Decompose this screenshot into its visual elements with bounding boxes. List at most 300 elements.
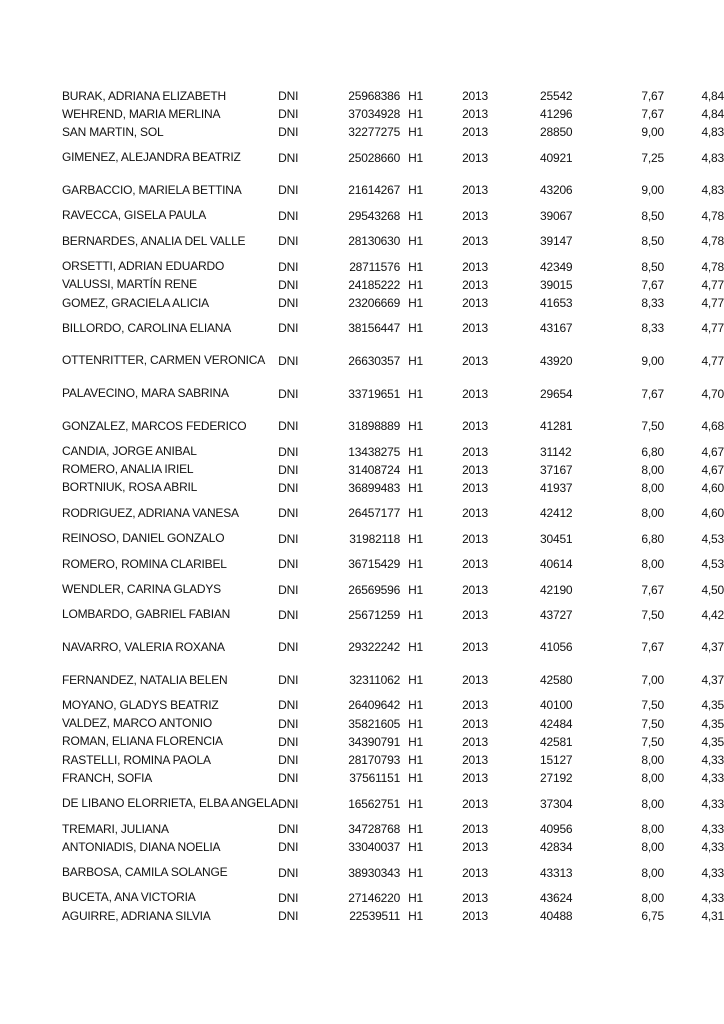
person-name: WEHREND, MARIA MERLINA [62,106,221,121]
table-row [62,769,724,787]
sede-code: H1 [408,582,424,597]
record-code: 31142 [540,444,572,459]
score-average: 7,00 [641,673,664,688]
table-row [62,820,724,838]
score-average: 7,67 [641,640,664,655]
score-final: 4,33 [701,890,724,905]
record-code: 41653 [540,296,573,310]
person-name: GONZALEZ, MARCOS FEDERICO [62,418,247,433]
document-number: 31408724 [348,462,401,477]
score-final: 4,67 [701,444,724,459]
table-row [62,442,724,460]
table-row [62,787,724,820]
score-average: 9,00 [641,183,664,198]
record-code: 15127 [540,753,573,768]
document-number: 38156447 [348,321,401,336]
sede-code: H1 [408,673,424,688]
year: 2013 [462,582,488,597]
score-average: 8,00 [641,840,664,855]
record-code: 41281 [540,419,573,434]
sede-code: H1 [408,444,424,459]
score-average: 8,50 [641,234,664,249]
score-final: 4,33 [701,865,724,880]
person-name: BARBOSA, CAMILA SOLANGE [62,865,228,880]
sede-code: H1 [408,734,424,749]
document-number: 32311062 [349,673,401,688]
score-average: 8,00 [641,506,664,521]
document-type: DNI [278,734,299,749]
sede-code: H1 [408,125,424,140]
record-code: 25542 [540,89,573,104]
sede-code: H1 [408,321,424,336]
document-number: 34728768 [348,822,401,836]
table-row [62,258,724,276]
sede-code: H1 [408,277,424,292]
score-final: 4,33 [701,771,724,786]
roster-table [62,87,724,925]
document-type: DNI [278,865,299,880]
sede-code: H1 [408,234,424,249]
table-row [62,733,724,751]
sede-code: H1 [408,89,424,104]
table-row [62,751,724,769]
document-type: DNI [278,607,299,622]
score-final: 4,50 [701,582,724,597]
document-type: DNI [278,673,299,688]
year: 2013 [462,353,488,368]
score-final: 4,53 [701,531,724,546]
document-type: DNI [278,890,299,905]
table-row [62,312,724,345]
person-name: FERNANDEZ, NATALIA BELEN [62,672,228,687]
sede-code: H1 [408,208,424,223]
document-number: 26457177 [348,506,401,521]
sede-code: H1 [408,480,424,495]
sede-code: H1 [408,259,424,274]
person-name: GIMENEZ, ALEJANDRA BEATRIZ [62,150,241,165]
record-code: 41937 [540,480,573,495]
document-type: DNI [278,125,299,140]
score-average: 9,00 [641,125,664,140]
sede-code: H1 [408,150,424,165]
table-row [62,345,724,378]
document-type: DNI [278,183,299,198]
person-name: RAVECCA, GISELA PAULA [62,208,207,223]
document-number: 26630357 [348,353,401,368]
person-name: ROMERO, ANALIA IRIEL [62,462,194,477]
year: 2013 [462,607,488,622]
sede-code: H1 [408,822,424,836]
sede-code: H1 [408,296,424,310]
year: 2013 [462,716,488,731]
record-code: 28850 [540,125,573,140]
document-type: DNI [278,582,299,597]
table-row [62,225,724,258]
document-type: DNI [278,771,299,786]
score-average: 8,00 [641,557,664,572]
person-name: GOMEZ, GRACIELA ALICIA [62,295,209,310]
record-code: 39067 [540,208,573,223]
person-name: TREMARI, JULIANA [62,821,169,836]
table-row [62,410,724,443]
record-code: 40614 [540,557,573,572]
person-name: GARBACCIO, MARIELA BETTINA [62,182,242,197]
document-type: DNI [278,506,299,521]
document-type: DNI [278,557,299,572]
document-type: DNI [278,296,299,310]
year: 2013 [462,909,488,924]
document-number: 24185222 [348,277,401,292]
document-number: 27146220 [348,890,401,905]
sede-code: H1 [408,506,424,521]
year: 2013 [462,462,488,477]
document-number: 25968386 [348,89,401,104]
score-final: 4,78 [701,208,724,223]
document-number: 28170793 [348,753,401,768]
person-name: ROMAN, ELIANA FLORENCIA [62,734,223,749]
record-code: 39147 [540,234,573,249]
person-name: MOYANO, GLADYS BEATRIZ [62,697,219,712]
record-code: 29654 [540,386,573,401]
year: 2013 [462,734,488,749]
document-type: DNI [278,716,299,731]
score-final: 4,83 [701,183,724,198]
person-name: ANTONIADIS, DIANA NOELIA [62,839,221,854]
sede-code: H1 [408,183,424,198]
table-row [62,889,724,907]
record-code: 42580 [540,673,573,688]
record-code: 40100 [540,698,573,713]
person-name: AGUIRRE, ADRIANA SILVIA [62,908,211,923]
table-row [62,123,724,141]
year: 2013 [462,321,488,336]
document-type: DNI [278,480,299,495]
sede-code: H1 [408,716,424,731]
document-number: 38930343 [348,865,401,880]
person-name: RASTELLI, ROMINA PAOLA [62,752,211,767]
document-number: 36899483 [348,480,401,495]
score-average: 8,00 [641,462,664,477]
score-average: 8,33 [641,321,664,336]
document-number: 37034928 [348,107,401,122]
person-name: BORTNIUK, ROSA ABRIL [62,480,198,495]
document-number: 34390791 [348,734,401,749]
document-type: DNI [278,640,299,655]
person-name: BUCETA, ANA VICTORIA [62,890,196,905]
record-code: 42834 [540,840,573,855]
score-final: 4,37 [701,640,724,655]
score-final: 4,60 [701,480,724,495]
record-code: 43313 [540,865,573,880]
score-average: 7,50 [641,419,664,434]
document-type: DNI [278,822,299,836]
year: 2013 [462,698,488,713]
document-number: 29322242 [348,640,401,655]
person-name: NAVARRO, VALERIA ROXANA [62,639,225,654]
document-number: 36715429 [348,557,401,572]
score-average: 7,67 [641,582,664,597]
person-name: ROMERO, ROMINA CLARIBEL [62,556,227,571]
score-final: 4,35 [701,734,724,749]
document-type: DNI [278,698,299,713]
person-name: VALDEZ, MARCO ANTONIO [62,716,213,731]
year: 2013 [462,208,488,223]
sede-code: H1 [408,386,424,401]
record-code: 40488 [540,909,573,924]
score-average: 9,00 [641,353,664,368]
sede-code: H1 [408,462,424,477]
score-average: 8,50 [641,208,664,223]
record-code: 42190 [540,582,573,597]
document-type: DNI [278,234,299,249]
record-code: 43727 [540,607,573,622]
score-final: 4,77 [701,321,724,336]
score-average: 6,80 [641,444,664,459]
year: 2013 [462,822,488,836]
table-row [62,461,724,479]
document-number: 26409642 [348,698,401,713]
table-row [62,580,724,598]
year: 2013 [462,890,488,905]
document-number: 21614267 [348,183,401,198]
score-final: 4,33 [701,822,724,836]
document-number: 35821605 [348,716,401,731]
document-number: 28711576 [349,259,401,274]
score-final: 4,33 [701,840,724,855]
document-type: DNI [278,150,299,165]
score-average: 6,80 [641,531,664,546]
record-code: 37304 [540,796,573,811]
document-number: 28130630 [348,234,401,249]
score-average: 7,50 [641,698,664,713]
score-final: 4,60 [701,506,724,521]
table-row [62,548,724,581]
document-number: 16562751 [348,796,401,811]
year: 2013 [462,506,488,521]
table-row [62,207,724,225]
document-type: DNI [278,796,299,811]
record-code: 42581 [540,734,573,749]
score-final: 4,68 [701,419,724,434]
score-average: 8,00 [641,890,664,905]
score-final: 4,67 [701,462,724,477]
year: 2013 [462,444,488,459]
year: 2013 [462,673,488,688]
record-code: 27192 [540,771,573,786]
year: 2013 [462,480,488,495]
score-final: 4,77 [701,277,724,292]
table-row [62,907,724,925]
person-name: SAN MARTIN, SOL [62,124,164,139]
sede-code: H1 [408,607,424,622]
table-row [62,664,724,697]
record-code: 43167 [540,321,573,336]
year: 2013 [462,234,488,249]
document-number: 13438275 [348,444,401,459]
document-type: DNI [278,107,299,122]
year: 2013 [462,840,488,855]
score-final: 4,33 [701,753,724,768]
record-code: 42484 [540,716,573,731]
sede-code: H1 [408,771,424,786]
record-code: 30451 [540,531,573,546]
person-name: BILLORDO, CAROLINA ELIANA [62,320,232,335]
year: 2013 [462,89,488,104]
record-code: 43206 [540,183,573,198]
year: 2013 [462,557,488,572]
year: 2013 [462,277,488,292]
year: 2013 [462,125,488,140]
year: 2013 [462,796,488,811]
score-final: 4,35 [701,716,724,731]
score-final: 4,37 [701,673,724,688]
record-code: 43624 [540,890,573,905]
score-final: 4,53 [701,557,724,572]
document-number: 25671259 [348,607,401,622]
document-type: DNI [278,531,299,546]
score-average: 7,25 [641,150,664,165]
record-code: 42349 [540,259,573,274]
table-row [62,497,724,530]
table-row [62,599,724,632]
person-name: FRANCH, SOFIA [62,770,153,785]
table-row [62,856,724,889]
table-row [62,479,724,497]
person-name: CANDIA, JORGE ANIBAL [62,444,197,459]
document-number: 33040037 [348,840,401,855]
document-type: DNI [278,353,299,368]
document-type: DNI [278,259,299,274]
year: 2013 [462,259,488,274]
score-final: 4,84 [701,89,724,104]
year: 2013 [462,865,488,880]
table-row [62,530,724,548]
score-final: 4,70 [701,386,724,401]
record-code: 41296 [540,107,573,122]
score-average: 8,00 [641,753,664,768]
document-type: DNI [278,419,299,434]
year: 2013 [462,771,488,786]
score-average: 8,33 [641,296,664,310]
record-code: 43920 [540,353,573,368]
year: 2013 [462,107,488,122]
person-name: ORSETTI, ADRIAN EDUARDO [62,259,225,274]
score-final: 4,42 [701,607,724,622]
document-type: DNI [278,277,299,292]
sede-code: H1 [408,890,424,905]
sede-code: H1 [408,419,424,434]
score-average: 8,00 [641,865,664,880]
document-number: 33719651 [348,386,401,401]
sede-code: H1 [408,753,424,768]
document-number: 32277275 [348,125,401,140]
person-name: PALAVECINO, MARA SABRINA [62,386,229,401]
record-code: 40921 [540,150,573,165]
year: 2013 [462,296,488,310]
person-name: BERNARDES, ANALIA DEL VALLE [62,233,246,248]
record-code: 41056 [540,640,573,655]
document-type: DNI [278,208,299,223]
document-type: DNI [278,321,299,336]
score-final: 4,78 [701,234,724,249]
sede-code: H1 [408,640,424,655]
score-final: 4,83 [701,125,724,140]
table-row [62,87,724,105]
person-name: DE LIBANO ELORRIETA, ELBA ANGELA [62,796,279,811]
document-number: 37561151 [349,771,401,786]
score-average: 7,67 [641,386,664,401]
document-type: DNI [278,444,299,459]
score-average: 7,50 [641,607,664,622]
table-row [62,276,724,294]
score-final: 4,77 [701,296,724,310]
year: 2013 [462,640,488,655]
score-final: 4,78 [701,259,724,274]
table-row [62,696,724,714]
score-average: 7,67 [641,107,664,122]
score-final: 4,77 [701,353,724,368]
roster-body [62,87,724,925]
table-row [62,838,724,856]
score-final: 4,33 [701,796,724,811]
year: 2013 [462,183,488,198]
document-type: DNI [278,753,299,768]
score-average: 8,50 [641,259,664,274]
person-name: LOMBARDO, GABRIEL FABIAN [62,607,231,622]
table-row [62,142,724,175]
table-row [62,294,724,312]
score-average: 8,00 [641,822,664,836]
person-name: REINOSO, DANIEL GONZALO [62,531,225,546]
document-number: 23206669 [348,296,401,310]
score-average: 7,67 [641,89,664,104]
score-average: 8,00 [641,796,664,811]
score-final: 4,83 [701,150,724,165]
sede-code: H1 [408,531,424,546]
person-name: RODRIGUEZ, ADRIANA VANESA [62,505,239,520]
document-number: 22539511 [349,909,401,924]
document-type: DNI [278,840,299,855]
table-row [62,631,724,664]
document-type: DNI [278,89,299,104]
score-average: 6,75 [641,909,664,924]
document-number: 25028660 [348,150,401,165]
score-average: 8,00 [641,480,664,495]
record-code: 42412 [540,506,573,521]
score-average: 7,50 [641,734,664,749]
year: 2013 [462,386,488,401]
person-name: VALUSSI, MARTÍN RENE [62,277,197,292]
document-number: 31898889 [348,419,401,434]
table-row [62,105,724,123]
sede-code: H1 [408,107,424,122]
document-number: 26569596 [348,582,401,597]
sede-code: H1 [408,698,424,713]
document-type: DNI [278,909,299,924]
person-name: WENDLER, CARINA GLADYS [62,582,221,596]
year: 2013 [462,531,488,546]
score-average: 8,00 [641,771,664,786]
year: 2013 [462,150,488,165]
sede-code: H1 [408,557,424,572]
sede-code: H1 [408,865,424,880]
year: 2013 [462,753,488,768]
table-row [62,377,724,410]
document-number: 31982118 [349,531,401,546]
score-final: 4,35 [701,698,724,713]
document-type: DNI [278,386,299,401]
score-final: 4,84 [701,107,724,122]
